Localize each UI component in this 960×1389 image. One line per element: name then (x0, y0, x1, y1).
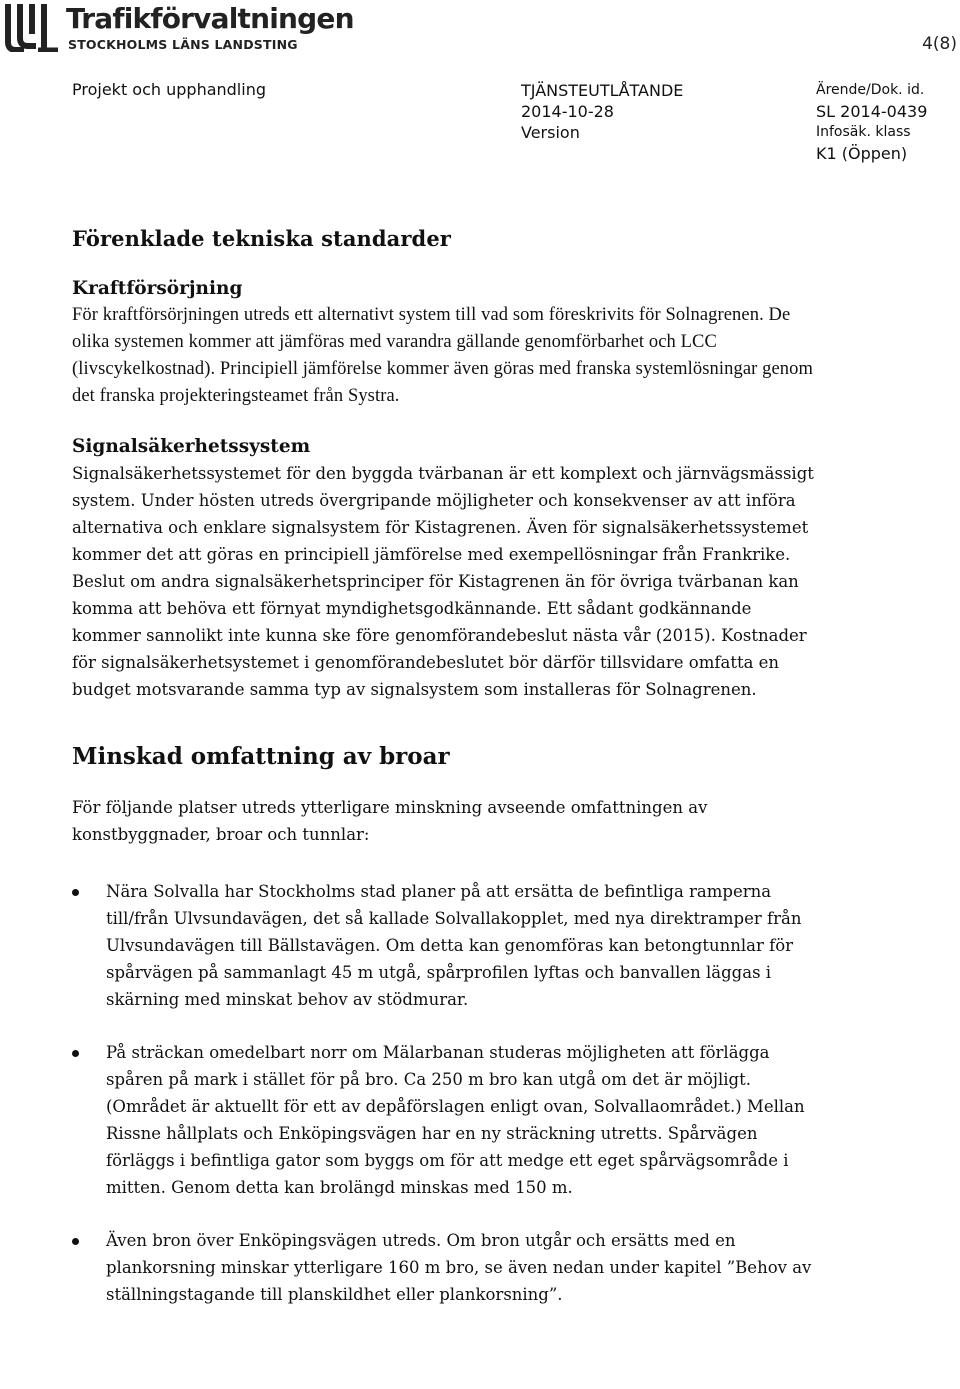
sll-logo-icon (2, 2, 60, 52)
header-department-block (72, 80, 266, 99)
department: Projekt och upphandling (72, 80, 266, 99)
signal-heading: Signalsäkerhetssystem (72, 436, 311, 457)
section-title: Förenklade tekniska standarder (72, 226, 451, 251)
bullet-icon (72, 1050, 79, 1057)
org-name: Trafikförvaltningen (66, 2, 354, 35)
kraft-heading: Kraftförsörjning (72, 278, 243, 299)
header-case-block (816, 80, 927, 164)
section-signalsakerhet (72, 434, 817, 703)
kraft-paragraph: För kraftförsörjningen utreds ett alternativt system till vad som föreskrivits för Solnagrenen. De olika systemen kommer att jämföras med varandra gällande genomförbarhet och LCC (livscykelkostnad). Principiell jämförelse kommer även göras med franska systemlösningar genom det franska projekteringsteamet från Systra. (72, 305, 813, 406)
bullet-icon (72, 889, 79, 896)
page-number: 4(8) (922, 34, 957, 54)
section-kraftforsorjning (72, 276, 817, 410)
list-item-text: Även bron över Enköpingsvägen utreds. Om bron utgår och ersätts med en plankorsning minskar ytterligare 160 m bro, se även nedan under kapitel ”Behov av ställningstagande till planskildhet eller plankorsning”. (106, 1231, 812, 1304)
list-item (72, 878, 817, 1013)
security-label: Infosäk. klass (816, 124, 911, 140)
document-body (72, 224, 817, 1334)
document-date: 2014-10-28 (521, 102, 614, 121)
case-label: Ärende/Dok. id. (816, 82, 925, 98)
list-item-text: På sträckan omedelbart norr om Mälarbanan studeras möjligheten att förlägga spåren på mark i stället för på bro. Ca 250 m bro kan utgå om det är möjligt. (Området är aktuellt för ett av depåförslagen enligt ovan, Solvallaområdet.) Mellan Rissne hållplats och Enköpingsvägen har en ny sträckning utretts. Spårvägen förläggs i befintliga gator som byggs om för att medge ett eget spårvägsområde i mitten. Genom detta kan brolängd minskas med 150 m. (106, 1043, 805, 1197)
bullet-icon (72, 1238, 79, 1245)
document-type: TJÄNSTEUTLÅTANDE (521, 81, 684, 100)
list-item-text: Nära Solvalla har Stockholms stad planer på att ersätta de befintliga ramperna till/från Ulvsundavägen, det så kallade Solvallakopplet, med nya direktramper från Ulvsundavägen till Bällstavägen. Om detta kan genomföras kan betongtunnlar för spårvägen på sammanlagt 45 m utgå, spårprofilen lyftas och banvallen läggas i skärning med minskat behov av stödmurar. (106, 882, 802, 1009)
case-id: SL 2014-0439 (816, 102, 928, 121)
list-item (72, 1227, 817, 1308)
broar-list (72, 878, 817, 1308)
organization-logo (2, 2, 354, 52)
security-class: K1 (Öppen) (816, 144, 908, 163)
signal-paragraph: Signalsäkerhetssystemet för den byggda tvärbanan är ett komplext och järnvägsmässigt system. Under hösten utreds övergripande möjligheter och konsekvenser av att införa alternativa och enklare signalsystem för Kistagrenen. Även för signalsäkerhetssystemet kommer det att göras en principiell jämförelse med exempellösningar från Frankrike. Beslut om andra signalsäkerhetsprinciper för Kistagrenen än för övriga tvärbanan kan komma att behöva ett förnyat myndighetsgodkännande. Ett sådant godkännande kommer sannolikt inte kunna ske före genomförandebeslut nästa vår (2015). Kostnader för signalsäkerhetsystemet i genomförandebeslutet bör därför tillsvidare omfatta en budget motsvarande samma typ av signalsystem som installeras för Solnagrenen. (72, 464, 814, 699)
document-version: Version (521, 123, 580, 142)
org-subtitle: STOCKHOLMS LÄNS LANDSTING (68, 37, 298, 52)
header-document-block (521, 80, 683, 143)
broar-heading: Minskad omfattning av broar (72, 743, 450, 770)
broar-intro: För följande platser utreds ytterligare minskning avseende omfattningen av konstbyggnader, broar och tunnlar: (72, 798, 708, 844)
list-item (72, 1039, 817, 1201)
